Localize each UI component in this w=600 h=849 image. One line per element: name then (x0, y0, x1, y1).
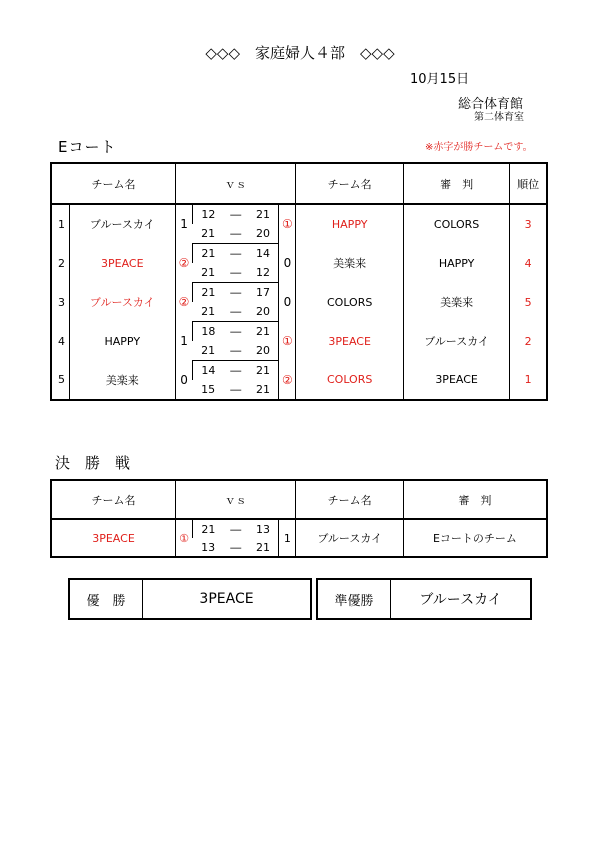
set1-score-a: 18 (193, 322, 224, 342)
score-dash: ― (230, 286, 242, 299)
team-b: COLORS (296, 361, 403, 401)
league-row (51, 322, 547, 342)
referee: COLORS (403, 204, 509, 244)
event-date: 10月15日 (410, 72, 470, 87)
set1-score-b: 17 (256, 286, 271, 299)
set2-score-b: 20 (248, 224, 279, 244)
header-vs: ｖｓ (175, 163, 295, 204)
set2-score-b: 21 (256, 383, 271, 396)
league-row (51, 283, 547, 303)
rank: 2 (510, 322, 547, 361)
page-title: ◇◇◇ 家庭婦人４部 ◇◇◇ (205, 44, 395, 62)
score-dash: ― (230, 383, 242, 396)
runner-up-box (316, 578, 532, 620)
team-b-wins: 0 (279, 244, 296, 283)
league-body (51, 204, 547, 400)
team-a-wins: ② (175, 283, 192, 322)
set2-score-a: 21 (193, 263, 224, 283)
set1-score-b: 21 (256, 364, 271, 377)
score-dash: ― (230, 364, 242, 377)
score-dash: ― (230, 540, 242, 554)
set1-score-a: 12 (193, 204, 224, 224)
score-dash: ― (230, 208, 242, 221)
final-header-row (51, 480, 547, 519)
set2-score-b: 20 (248, 302, 279, 322)
rank: 5 (510, 283, 547, 322)
referee: ブルースカイ (403, 322, 509, 361)
set1-score-a: 21 (193, 244, 224, 264)
court-heading: Eコート (58, 138, 117, 156)
final-team-b: ブルースカイ (296, 519, 403, 557)
header-team-a: チーム名 (51, 163, 175, 204)
set2-score-a: 21 (193, 341, 224, 361)
team-b: 3PEACE (296, 322, 403, 361)
referee: 3PEACE (403, 361, 509, 401)
final-set2-score-b: 21 (256, 540, 271, 554)
match-number: 4 (58, 334, 65, 348)
set2-score-a: 21 (193, 224, 224, 244)
final-row (51, 519, 547, 538)
champion-team: 3PEACE (199, 591, 254, 607)
referee: 美楽来 (403, 283, 509, 322)
score-dash: ― (230, 325, 242, 338)
final-heading: 決 勝 戦 (55, 454, 131, 472)
score-dash: ― (224, 341, 248, 361)
team-b: COLORS (296, 283, 403, 322)
match-number: 5 (58, 373, 65, 387)
header-team-b: チーム名 (296, 163, 403, 204)
team-a: ブルースカイ (69, 204, 175, 244)
final-header-team-b: チーム名 (296, 480, 403, 519)
team-a: 美楽来 (69, 361, 175, 401)
team-a: HAPPY (69, 322, 175, 361)
set2-score-a: 15 (201, 383, 216, 396)
champion-label: 優 勝 (70, 580, 143, 618)
match-number: 3 (58, 295, 65, 309)
rank: 4 (510, 244, 547, 283)
score-dash: ― (224, 263, 248, 283)
legend-note: ※赤字が勝チームです。 (425, 142, 533, 153)
team-a: ブルースカイ (69, 283, 175, 322)
team-b-wins: ① (279, 322, 296, 361)
final-header-team-a: チーム名 (51, 480, 175, 519)
venue: 総合体育館 (458, 97, 524, 112)
score-dash: ― (230, 522, 242, 536)
final-header-referee: 審 判 (403, 480, 547, 519)
league-table (50, 162, 548, 401)
runner-up-team: ブルースカイ (419, 592, 502, 608)
set2-score-b: 12 (248, 263, 279, 283)
set1-score-b: 14 (256, 247, 271, 260)
league-row (51, 204, 547, 224)
set2-score-a: 21 (193, 302, 224, 322)
score-dash: ― (224, 302, 248, 322)
champion-box (68, 578, 312, 620)
venue-room: 第二体育室 (474, 112, 524, 123)
team-b: 美楽来 (296, 244, 403, 283)
match-number: 2 (58, 256, 65, 270)
final-set2-score-a: 13 (201, 540, 216, 554)
set1-score-b: 21 (256, 325, 271, 338)
league-row (51, 361, 547, 381)
team-a-wins: ② (175, 244, 192, 283)
set1-score-a: 21 (193, 283, 224, 303)
team-b-wins: 0 (279, 283, 296, 322)
final-team-a: 3PEACE (92, 531, 135, 545)
team-a-wins: 0 (175, 361, 192, 401)
final-referee: Eコートのチーム (403, 519, 547, 557)
final-wins-a: ① (175, 519, 192, 557)
score-dash: ― (230, 247, 242, 260)
referee: HAPPY (403, 244, 509, 283)
team-a-wins: 1 (175, 204, 192, 244)
match-number: 1 (58, 217, 65, 231)
final-header-vs: ｖｓ (175, 480, 295, 519)
rank: 1 (510, 361, 547, 401)
league-header-row (51, 163, 547, 204)
team-b-wins: ① (279, 204, 296, 244)
league-row (51, 244, 547, 264)
final-set1-score-b: 13 (256, 522, 271, 536)
final-wins-b: 1 (279, 519, 296, 557)
rank: 3 (510, 204, 547, 244)
team-b: HAPPY (296, 204, 403, 244)
team-b-wins: ② (279, 361, 296, 401)
score-dash: ― (224, 224, 248, 244)
runner-up-label: 準優勝 (318, 580, 391, 618)
set2-score-b: 20 (248, 341, 279, 361)
set1-score-a: 14 (193, 361, 224, 381)
team-a-wins: 1 (175, 322, 192, 361)
header-rank: 順位 (510, 163, 547, 204)
final-set1-score-a: 21 (193, 519, 224, 538)
set1-score-b: 21 (256, 208, 271, 221)
header-referee: 審 判 (403, 163, 509, 204)
team-a: 3PEACE (69, 244, 175, 283)
final-table (50, 479, 548, 558)
